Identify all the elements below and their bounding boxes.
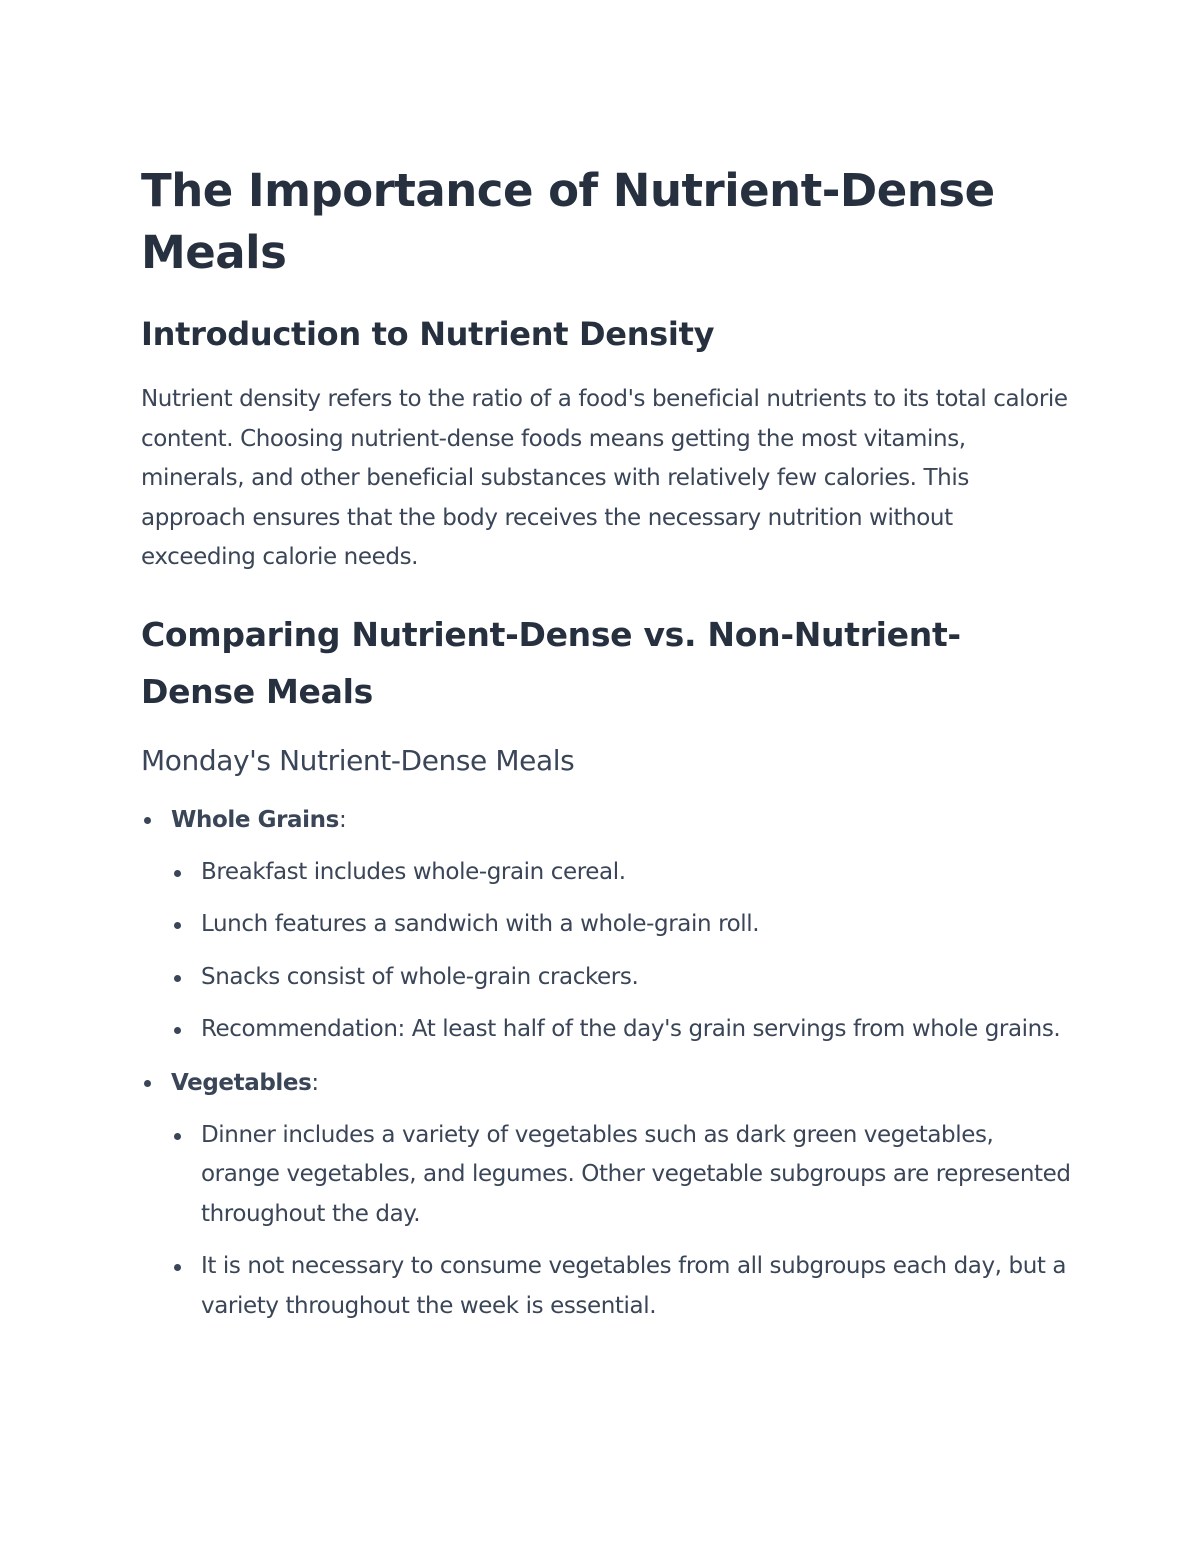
vegetables-items xyxy=(171,1116,1071,1327)
list-item: It is not necessary to consume vegetables from all subgroups each day, but a variety throughout the week is essential. xyxy=(171,1247,1071,1326)
document-title: The Importance of Nutrient-Dense Meals xyxy=(141,164,995,279)
monday-subheading: Monday's Nutrient-Dense Meals xyxy=(141,743,575,777)
intro-paragraph: Nutrient density refers to the ratio of a food's beneficial nutrients to its total calorie content. Choosing nutrient-dense foods means getting the most vitamins, minerals, and other beneficial substances with relatively few calories. This approach ensures that the body receives the necessary nutrition without exceeding calorie needs. xyxy=(141,386,1068,570)
bullet-icon xyxy=(174,1264,181,1271)
document-page xyxy=(141,160,1071,1326)
list-item: Snacks consist of whole-grain crackers. xyxy=(171,958,1071,998)
list-item: Dinner includes a variety of vegetables such as dark green vegetables, orange vegetables, and legumes. Other vegetable subgroups are represented throughout the day. xyxy=(171,1116,1071,1235)
bullet-icon xyxy=(174,1027,181,1034)
comparison-heading: Comparing Nutrient-Dense vs. Non-Nutrient-Dense Meals xyxy=(141,614,961,711)
food-group-vegetables xyxy=(141,1063,1071,1327)
list-item: Lunch features a sandwich with a whole-grain roll. xyxy=(171,905,1071,945)
bullet-icon xyxy=(174,1133,181,1140)
bullet-icon xyxy=(144,1080,151,1087)
food-group-whole-grains xyxy=(141,800,1071,1050)
intro-heading: Introduction to Nutrient Density xyxy=(141,315,715,353)
bullet-icon xyxy=(174,922,181,929)
food-group-label: Whole Grains: xyxy=(171,806,347,833)
list-item: Recommendation: At least half of the day's grain servings from whole grains. xyxy=(171,1010,1071,1050)
food-group-label: Vegetables: xyxy=(171,1069,319,1096)
bullet-icon xyxy=(144,817,151,824)
bullet-icon xyxy=(174,975,181,982)
food-group-list xyxy=(141,800,1071,1327)
whole-grains-items xyxy=(171,853,1071,1050)
bullet-icon xyxy=(174,870,181,877)
list-item: Breakfast includes whole-grain cereal. xyxy=(171,853,1071,893)
